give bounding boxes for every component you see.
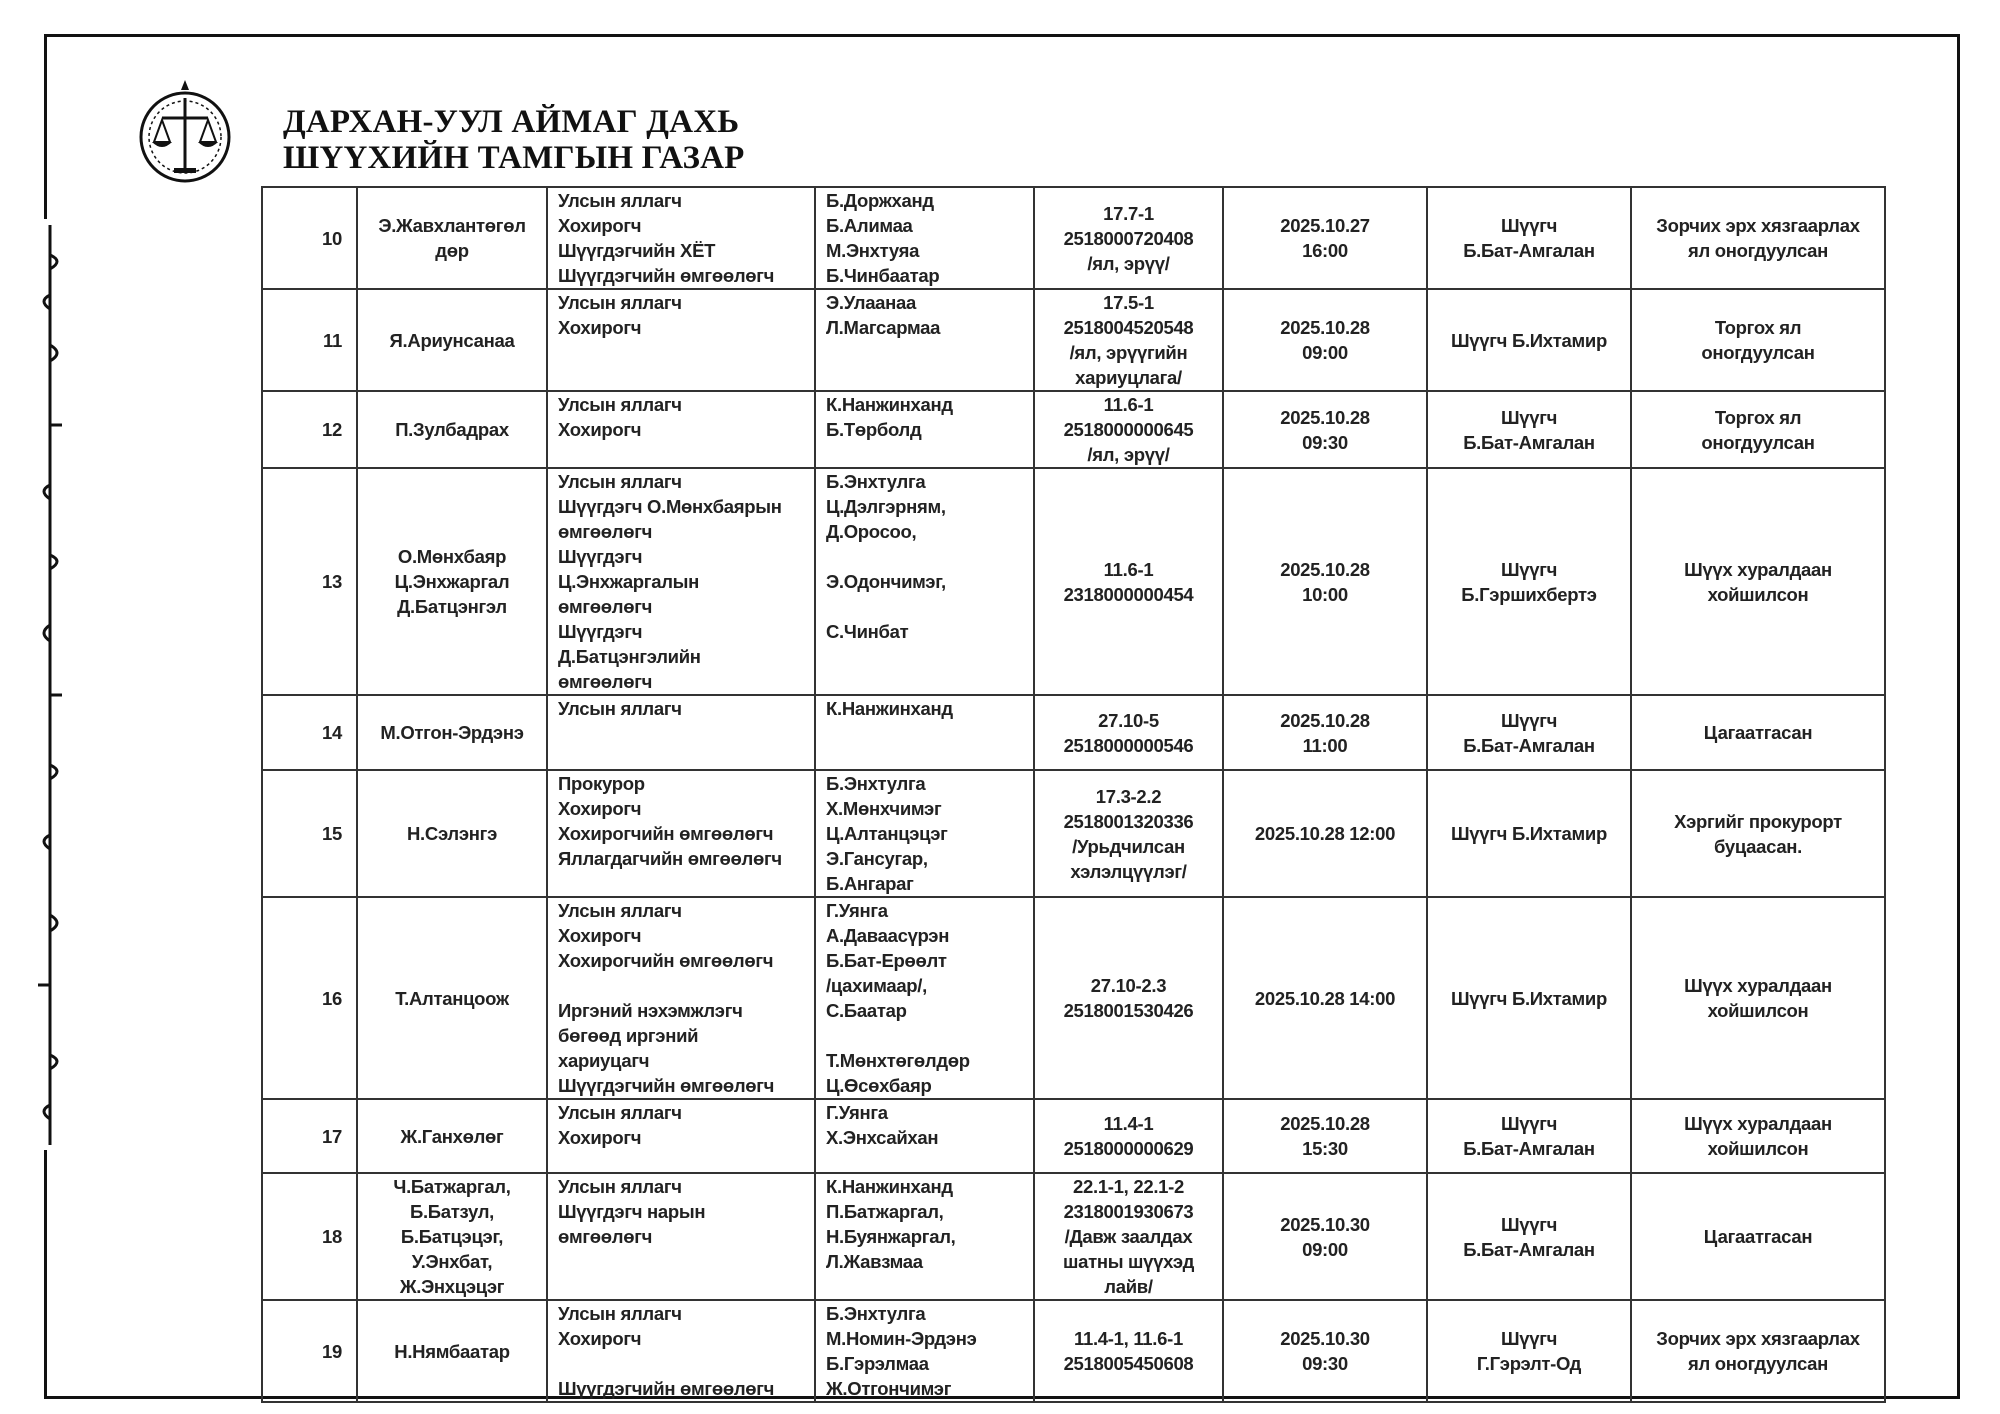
cell-participants: Улсын яллагч Хохирогч xyxy=(547,289,815,391)
cell-article: 27.10-2.3 2518001530426 xyxy=(1034,897,1223,1099)
cell-no: 12 xyxy=(262,391,357,468)
cell-persons: Г.Уянга Х.Энхсайхан xyxy=(815,1099,1034,1173)
cell-persons: Г.Уянга А.Даваасүрэн Б.Бат-Ерөөлт /цахимаар/, С.Баатар Т.Мөнхтөгөлдөр Ц.Өсөхбаяр xyxy=(815,897,1034,1099)
cell-result: Зорчих эрх хязгаарлах ял оногдуулсан xyxy=(1631,187,1885,289)
cell-judge: Шүүгч Б.Гэршихбертэ xyxy=(1427,468,1631,695)
cell-datetime: 2025.10.30 09:00 xyxy=(1223,1173,1427,1300)
cell-participants: Улсын яллагч Шүүгдэгч нарын өмгөөлөгч xyxy=(547,1173,815,1300)
cell-no: 11 xyxy=(262,289,357,391)
table-row xyxy=(262,391,1885,468)
cell-result: Шүүх хуралдаан хойшилсон xyxy=(1631,1099,1885,1173)
cell-persons: К.Нанжинханд xyxy=(815,695,1034,770)
table-row xyxy=(262,187,1885,289)
cell-result: Шүүх хуралдаан хойшилсон xyxy=(1631,468,1885,695)
cell-result: Торгох ял оногдуулсан xyxy=(1631,391,1885,468)
cell-judge: Шүүгч Г.Гэрэлт-Од xyxy=(1427,1300,1631,1402)
cell-datetime: 2025.10.28 14:00 xyxy=(1223,897,1427,1099)
cell-datetime: 2025.10.28 09:00 xyxy=(1223,289,1427,391)
cell-result: Цагаатгасан xyxy=(1631,695,1885,770)
cell-defendant: О.Мөнхбаяр Ц.Энхжаргал Д.Батцэнгэл xyxy=(357,468,547,695)
cell-participants: Улсын яллагч Хохирогч Шүүгдэгчийн ХЁТ Шүүгдэгчийн өмгөөлөгч xyxy=(547,187,815,289)
cell-article: 17.5-1 2518004520548 /ял, эрүүгийн хариуцлага/ xyxy=(1034,289,1223,391)
cell-article: 27.10-5 2518000000546 xyxy=(1034,695,1223,770)
title-line-2: ШҮҮХИЙН ТАМГЫН ГАЗАР xyxy=(283,140,745,176)
cell-article: 11.4-1, 11.6-1 2518005450608 xyxy=(1034,1300,1223,1402)
cell-participants: Улсын яллагч Хохирогч Хохирогчийн өмгөөлөгч Иргэний нэхэмжлэгч бөгөөд иргэний хариуцагч Шүүгдэгчийн өмгөөлөгч xyxy=(547,897,815,1099)
cell-defendant: П.Зулбадрах xyxy=(357,391,547,468)
cell-datetime: 2025.10.28 10:00 xyxy=(1223,468,1427,695)
cell-participants: Улсын яллагч Хохирогч Шүүгдэгчийн өмгөөлөгч xyxy=(547,1300,815,1402)
court-schedule-table xyxy=(261,186,1886,1403)
cell-no: 13 xyxy=(262,468,357,695)
cell-participants: Улсын яллагч xyxy=(547,695,815,770)
cell-article: 17.7-1 2518000720408 /ял, эрүү/ xyxy=(1034,187,1223,289)
cell-result: Хэргийг прокурорт буцаасан. xyxy=(1631,770,1885,897)
cell-result: Шүүх хуралдаан хойшилсон xyxy=(1631,897,1885,1099)
cell-article: 11.6-1 2518000000645 /ял, эрүү/ xyxy=(1034,391,1223,468)
cell-datetime: 2025.10.27 16:00 xyxy=(1223,187,1427,289)
table-row xyxy=(262,1300,1885,1402)
cell-article: 17.3-2.2 2518001320336 /Урьдчилсан хэлэлцүүлэг/ xyxy=(1034,770,1223,897)
cell-datetime: 2025.10.28 15:30 xyxy=(1223,1099,1427,1173)
cell-no: 10 xyxy=(262,187,357,289)
cell-judge: Шүүгч Б.Бат-Амгалан xyxy=(1427,1099,1631,1173)
cell-result: Цагаатгасан xyxy=(1631,1173,1885,1300)
cell-no: 17 xyxy=(262,1099,357,1173)
cell-datetime: 2025.10.28 09:30 xyxy=(1223,391,1427,468)
scales-of-justice-emblem-icon xyxy=(138,70,232,204)
cell-defendant: Н.Сэлэнгэ xyxy=(357,770,547,897)
cell-defendant: Т.Алтанцоож xyxy=(357,897,547,1099)
cell-persons: Б.Энхтулга Х.Мөнхчимэг Ц.Алтанцэцэг Э.Гансугар, Б.Ангараг xyxy=(815,770,1034,897)
table-row xyxy=(262,897,1885,1099)
cell-participants: Прокурор Хохирогч Хохирогчийн өмгөөлөгч Яллагдагчийн өмгөөлөгч xyxy=(547,770,815,897)
cell-participants: Улсын яллагч Хохирогч xyxy=(547,391,815,468)
cell-judge: Шүүгч Б.Ихтамир xyxy=(1427,897,1631,1099)
cell-defendant: М.Отгон-Эрдэнэ xyxy=(357,695,547,770)
cell-persons: Б.Энхтулга Ц.Дэлгэрням, Д.Оросоо, Э.Одончимэг, С.Чинбат xyxy=(815,468,1034,695)
page-title xyxy=(283,104,744,176)
cell-defendant: Ж.Ганхөлөг xyxy=(357,1099,547,1173)
cell-judge: Шүүгч Б.Бат-Амгалан xyxy=(1427,1173,1631,1300)
title-line-1: ДАРХАН-УУЛ АЙМАГ ДАХЬ xyxy=(283,104,740,140)
mongolian-script-motto-icon xyxy=(30,225,70,1145)
border-line xyxy=(44,1150,47,1399)
cell-defendant: Я.Ариунсанаа xyxy=(357,289,547,391)
cell-no: 19 xyxy=(262,1300,357,1402)
cell-datetime: 2025.10.28 11:00 xyxy=(1223,695,1427,770)
cell-result: Зорчих эрх хязгаарлах ял оногдуулсан xyxy=(1631,1300,1885,1402)
table-row xyxy=(262,1099,1885,1173)
cell-datetime: 2025.10.30 09:30 xyxy=(1223,1300,1427,1402)
cell-article: 11.4-1 2518000000629 xyxy=(1034,1099,1223,1173)
table-row xyxy=(262,468,1885,695)
table-row xyxy=(262,289,1885,391)
table-row xyxy=(262,695,1885,770)
cell-defendant: Ч.Батжаргал, Б.Батзул, Б.Батцэцэг, У.Энхбат, Ж.Энхцэцэг xyxy=(357,1173,547,1300)
cell-persons: К.Нанжинханд Б.Төрболд xyxy=(815,391,1034,468)
cell-article: 22.1-1, 22.1-2 2318001930673 /Давж заалдах шатны шүүхэд лайв/ xyxy=(1034,1173,1223,1300)
cell-judge: Шүүгч Б.Бат-Амгалан xyxy=(1427,695,1631,770)
cell-persons: К.Нанжинханд П.Батжаргал, Н.Буянжаргал, Л.Жавзмаа xyxy=(815,1173,1034,1300)
table-row xyxy=(262,1173,1885,1300)
cell-no: 16 xyxy=(262,897,357,1099)
cell-participants: Улсын яллагч Шүүгдэгч О.Мөнхбаярын өмгөөлөгч Шүүгдэгч Ц.Энхжаргалын өмгөөлөгч Шүүгдэгч Д.Батцэнгэлийн өмгөөлөгч xyxy=(547,468,815,695)
cell-judge: Шүүгч Б.Ихтамир xyxy=(1427,770,1631,897)
cell-defendant: Н.Нямбаатар xyxy=(357,1300,547,1402)
cell-judge: Шүүгч Б.Бат-Амгалан xyxy=(1427,187,1631,289)
cell-no: 14 xyxy=(262,695,357,770)
cell-persons: Б.Энхтулга М.Номин-Эрдэнэ Б.Гэрэлмаа Ж.Отгончимэг xyxy=(815,1300,1034,1402)
cell-judge: Шүүгч Б.Бат-Амгалан xyxy=(1427,391,1631,468)
cell-datetime: 2025.10.28 12:00 xyxy=(1223,770,1427,897)
cell-defendant: Э.Жавхлантөгөл дөр xyxy=(357,187,547,289)
cell-judge: Шүүгч Б.Ихтамир xyxy=(1427,289,1631,391)
cell-result: Торгох ял оногдуулсан xyxy=(1631,289,1885,391)
cell-participants: Улсын яллагч Хохирогч xyxy=(547,1099,815,1173)
table-row xyxy=(262,770,1885,897)
cell-no: 15 xyxy=(262,770,357,897)
border-line xyxy=(44,34,47,219)
cell-persons: Э.Улаанаа Л.Магсармаа xyxy=(815,289,1034,391)
cell-persons: Б.Доржханд Б.Алимаа М.Энхтуяа Б.Чинбаатар xyxy=(815,187,1034,289)
cell-no: 18 xyxy=(262,1173,357,1300)
cell-article: 11.6-1 2318000000454 xyxy=(1034,468,1223,695)
